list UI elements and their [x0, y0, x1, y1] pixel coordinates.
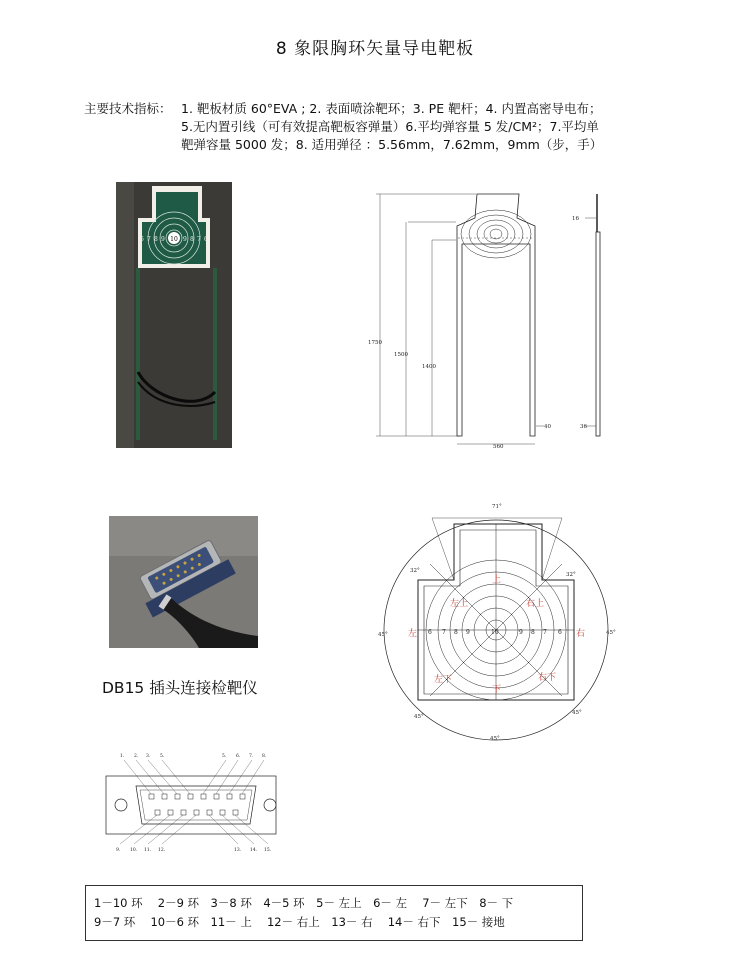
svg-text:1.: 1.	[120, 754, 125, 759]
angle-upper-right: 32°	[566, 572, 576, 578]
db15-caption: DB15 插头连接检靶仪	[102, 679, 258, 697]
svg-text:6.: 6.	[236, 754, 241, 759]
quadrant-drawing	[374, 496, 624, 746]
technical-specs	[84, 100, 674, 154]
angle-left: 45°	[378, 632, 388, 638]
angle-top: 71°	[492, 504, 502, 510]
document-title: 8 象限胸环矢量导电靶板	[275, 39, 475, 59]
svg-text:9: 9	[161, 236, 165, 243]
svg-text:6: 6	[204, 236, 208, 243]
db15-pinout-drawing	[104, 750, 284, 854]
region-upper-right: 右上	[526, 599, 545, 609]
width-560: 560	[493, 444, 504, 450]
target-board-photo	[116, 182, 232, 448]
region-upper-left: 左上	[450, 599, 469, 609]
svg-text:8: 8	[154, 236, 158, 243]
svg-text:9.: 9.	[116, 848, 121, 853]
svg-text:10.: 10.	[130, 848, 138, 853]
specs-label: 主要技术指标：	[84, 101, 172, 116]
svg-text:15.: 15.	[264, 848, 272, 853]
svg-text:8: 8	[454, 629, 458, 636]
angle-bottom: 45°	[490, 736, 500, 742]
side-36: 36	[580, 424, 587, 430]
svg-text:8: 8	[190, 236, 194, 243]
region-lower-left: 左下	[434, 675, 453, 685]
svg-text:9: 9	[183, 236, 187, 243]
specs-line-3: 靶弹容量 5000 发；8. 适用弹径 ：5.56mm，7.62mm，9mm（步，手）	[181, 137, 603, 152]
height-1400: 1400	[422, 364, 436, 370]
region-right: 右	[576, 629, 586, 639]
svg-text:6: 6	[428, 629, 432, 636]
dimension-drawing	[360, 186, 620, 456]
svg-text:9: 9	[519, 629, 523, 636]
specs-line-1: 1. 靶板材质 60°EVA ; 2. 表面喷涂靶环；3. PE 靶杆；4. 内置高密导电布；	[181, 101, 602, 116]
svg-text:5.: 5.	[160, 754, 165, 759]
svg-text:7: 7	[197, 236, 201, 243]
svg-text:9: 9	[466, 629, 470, 636]
legend-row-2: 9－7 环 10－6 环 11－ 上 12－ 右上 13－ 右 14－ 右下 15－ 接地	[94, 915, 505, 929]
angle-upper-left: 32°	[410, 568, 420, 574]
svg-text:3.: 3.	[146, 754, 151, 759]
angle-lower-right: 45°	[572, 710, 582, 716]
db15-connector-photo	[109, 516, 258, 648]
svg-text:6: 6	[558, 629, 562, 636]
svg-text:5.: 5.	[222, 754, 227, 759]
height-1750: 1750	[368, 340, 382, 346]
region-left: 左	[408, 629, 418, 639]
pin-legend-table	[85, 885, 583, 941]
svg-text:14.: 14.	[250, 848, 258, 853]
photo-center-ring: 10	[170, 236, 178, 243]
svg-text:2.: 2.	[134, 754, 139, 759]
svg-text:11.: 11.	[144, 848, 152, 853]
svg-text:10: 10	[491, 629, 499, 636]
region-down: 下	[492, 685, 502, 695]
svg-text:8.: 8.	[262, 754, 267, 759]
height-1500: 1500	[394, 352, 408, 358]
svg-text:13.: 13.	[234, 848, 242, 853]
post-40: 40	[544, 424, 551, 430]
svg-text:8: 8	[531, 629, 535, 636]
svg-text:12.: 12.	[158, 848, 166, 853]
svg-text:6: 6	[140, 236, 144, 243]
specs-line-2: 5.无内置引线（可有效提高靶板容弹量）6.平均弹容量 5 发/CM²；7.平均单	[181, 119, 599, 134]
svg-text:7: 7	[543, 629, 547, 636]
svg-text:7: 7	[147, 236, 151, 243]
legend-row-1: 1－10 环 2－9 环 3－8 环 4－5 环 5－ 左上 6－ 左 7－ 左下 8－ 下	[94, 896, 514, 910]
svg-text:7.: 7.	[249, 754, 254, 759]
angle-right: 45°	[606, 630, 616, 636]
region-up: 上	[492, 575, 502, 585]
svg-text:7: 7	[442, 629, 446, 636]
region-lower-right: 右下	[538, 673, 557, 683]
angle-lower-left: 45°	[414, 714, 424, 720]
side-16: 16	[572, 216, 579, 222]
